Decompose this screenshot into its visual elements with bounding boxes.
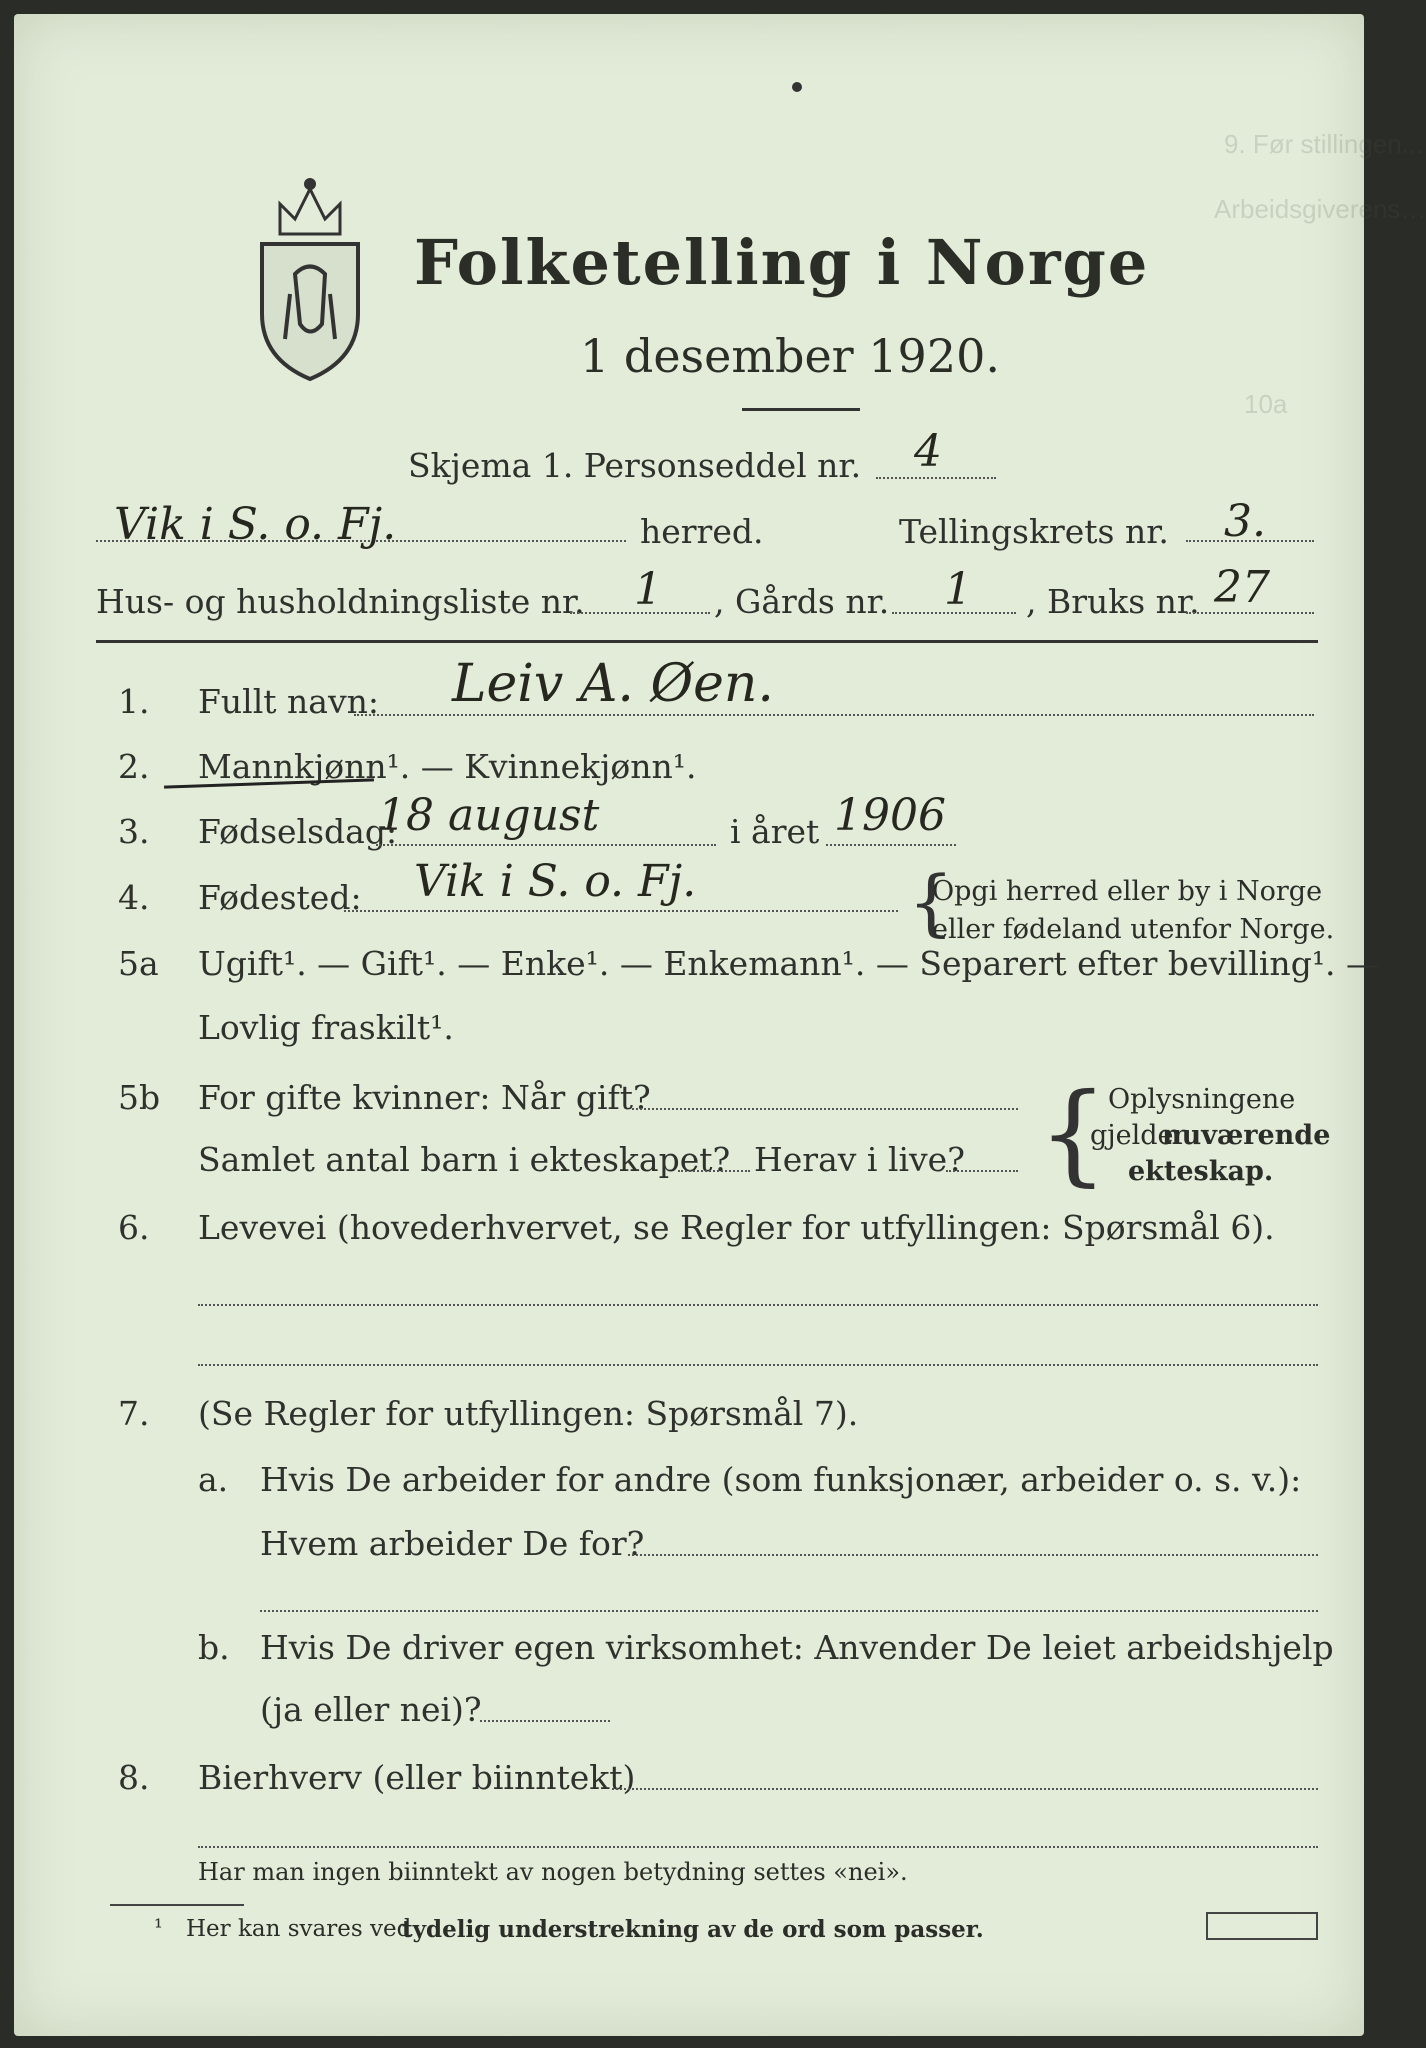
printer-stamp	[1206, 1912, 1318, 1940]
q3-label: Fødselsdag:	[198, 812, 398, 851]
birth-year-value: 1906	[834, 790, 946, 841]
q7b-label: Hvis De driver egen virksomhet: Anvender De leiet arbeidshjelp	[260, 1628, 1334, 1667]
footnote-marker: ¹	[154, 1916, 163, 1941]
dotted-line	[632, 1108, 1018, 1110]
ghost-text: 9. Før stillingen...	[1224, 129, 1424, 159]
dotted-line	[678, 1170, 750, 1172]
dotted-line	[628, 1554, 1318, 1556]
title-divider	[742, 408, 860, 411]
norway-coat-of-arms-icon	[250, 164, 370, 384]
birthplace-value: Vik i S. o. Fj.	[414, 856, 697, 907]
dotted-line	[198, 1846, 1318, 1848]
dotted-line	[344, 910, 898, 912]
brace-mark: {	[908, 860, 954, 944]
footnote-text-b: tydelig understrekning av de ord som passer.	[402, 1916, 984, 1943]
q5b-note-line2-a: gjelder	[1090, 1120, 1187, 1151]
husholdningsliste-label: Hus- og husholdningsliste nr.	[96, 582, 585, 621]
tellingskrets-label: Tellingskrets nr.	[899, 512, 1169, 551]
herred-value: Vik i S. o. Fj.	[114, 499, 397, 550]
dotted-line	[946, 1170, 1018, 1172]
q2-label: Mannkjønn¹. — Kvinnekjønn¹.	[198, 747, 697, 786]
husholdningsliste-value: 1	[634, 564, 662, 615]
dotted-line	[480, 1720, 610, 1722]
section-rule	[96, 640, 1318, 643]
q1-number: 1.	[118, 682, 150, 721]
herred-label: herred.	[640, 512, 764, 551]
dotted-line	[198, 1304, 1318, 1306]
q5a-label: Ugift¹. — Gift¹. — Enke¹. — Enkemann¹. — Separert efter bevilling¹. —	[198, 944, 1380, 983]
gards-value: 1	[944, 564, 972, 615]
q5b-note-line3: ekteskap.	[1128, 1156, 1274, 1187]
dotted-line	[354, 714, 1314, 716]
dotted-line	[198, 1364, 1318, 1366]
year-label: i året	[730, 812, 820, 851]
bruks-label: , Bruks nr.	[1026, 582, 1200, 621]
q4-note-line1: Opgi herred eller by i Norge	[932, 876, 1323, 907]
q7-number: 7.	[118, 1394, 150, 1433]
q5b-note-line2-b: nuværende	[1162, 1120, 1331, 1151]
q5a-label-cont: Lovlig fraskilt¹.	[198, 1008, 454, 1047]
q5b-number: 5b	[118, 1078, 161, 1117]
ghost-text: Arbeidsgiverens…	[1214, 194, 1426, 224]
q7b-letter: b.	[198, 1628, 230, 1667]
q5a-number: 5a	[118, 944, 159, 983]
page-subtitle: 1 desember 1920.	[580, 329, 1000, 383]
q2-number: 2.	[118, 747, 150, 786]
q5b-label: For gifte kvinner: Når gift?	[198, 1078, 651, 1117]
gards-label: , Gårds nr.	[714, 582, 890, 621]
ghost-text: 10a	[1244, 389, 1288, 419]
bruks-value: 27	[1214, 562, 1270, 613]
tellingskrets-value: 3.	[1224, 496, 1266, 547]
birthday-value: 18 august	[378, 790, 600, 841]
q5b-note-line1: Oplysningene	[1108, 1084, 1296, 1115]
q5b-alive-label: Herav i live?	[754, 1140, 965, 1179]
dotted-line	[876, 477, 996, 479]
q4-number: 4.	[118, 878, 150, 917]
q4-label: Fødested:	[198, 878, 362, 917]
dotted-line	[612, 1788, 1318, 1790]
q3-number: 3.	[118, 812, 150, 851]
dotted-line	[826, 844, 956, 846]
dotted-line	[260, 1610, 1318, 1612]
q7a-question: Hvem arbeider De for?	[260, 1524, 645, 1563]
q7a-label: Hvis De arbeider for andre (som funksjonær, arbeider o. s. v.):	[260, 1460, 1302, 1499]
q6-number: 6.	[118, 1208, 150, 1247]
personseddel-number: 4	[914, 426, 942, 477]
brace-mark: {	[1038, 1069, 1108, 1197]
q5b-children-label: Samlet antal barn i ekteskapet?	[198, 1140, 731, 1179]
census-form-page	[14, 14, 1426, 2036]
q7a-letter: a.	[198, 1460, 229, 1499]
full-name-value: Leiv A. Øen.	[452, 654, 774, 714]
schema-label: Skjema 1. Personseddel nr.	[408, 446, 862, 485]
footnote-text-a: Her kan svares ved	[186, 1916, 412, 1942]
q6-label: Levevei (hovederhvervet, se Regler for utfyllingen: Spørsmål 6).	[198, 1208, 1275, 1247]
q8-number: 8.	[118, 1758, 150, 1797]
q8-note: Har man ingen biinntekt av nogen betydning settes «nei».	[198, 1858, 908, 1886]
ink-dot	[792, 82, 802, 92]
q4-note-line2: eller fødeland utenfor Norge.	[932, 914, 1335, 945]
q8-label: Bierhverv (eller biinntekt)	[198, 1758, 636, 1797]
q1-label: Fullt navn:	[198, 682, 379, 721]
page-title: Folketelling i Norge	[414, 226, 1150, 299]
q7b-question: (ja eller nei)?	[260, 1690, 482, 1729]
dotted-line	[376, 844, 716, 846]
q7-label: (Se Regler for utfyllingen: Spørsmål 7).	[198, 1394, 859, 1433]
footnote-rule	[110, 1904, 244, 1906]
